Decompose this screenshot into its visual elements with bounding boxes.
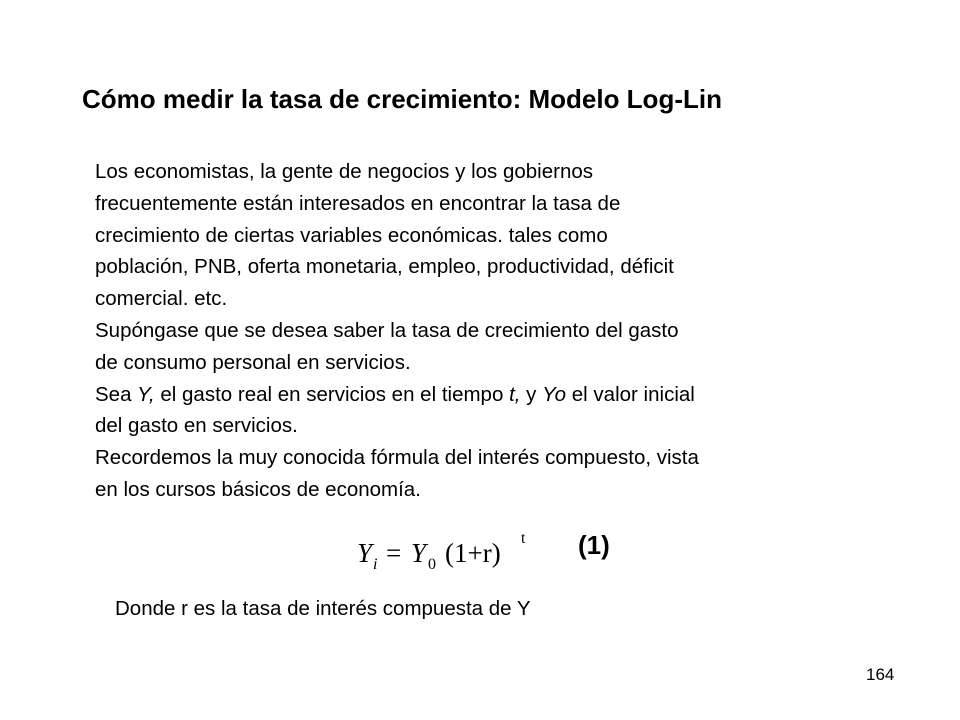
- text-segment: el gasto real en servicios en el tiempo: [154, 382, 510, 406]
- paragraph-3-line-2: del gasto en servicios.: [95, 414, 298, 438]
- formula-exponent: t: [521, 530, 526, 547]
- slide-title: Cómo medir la tasa de crecimiento: Modelo Log-Lin: [82, 84, 722, 114]
- formula-definition: Donde r es la tasa de interés compuesta de Y: [115, 597, 531, 620]
- text-segment: y: [520, 382, 543, 406]
- paragraph-1-line-4: población, PNB, oferta monetaria, empleo, productividad, déficit: [95, 255, 674, 279]
- paragraph-1-line-5: comercial. etc.: [95, 287, 228, 311]
- variable-t: t,: [509, 382, 521, 406]
- paragraph-1-line-1: Los economistas, la gente de negocios y los gobiernos: [95, 160, 594, 183]
- formula-rhs-var: Y: [411, 538, 427, 568]
- paragraph-2-line-2: de consumo personal en servicios.: [95, 350, 411, 374]
- text-segment: Sea: [95, 382, 138, 406]
- formula-bracket: (1+r): [445, 538, 501, 568]
- formula-graphic: [355, 528, 535, 576]
- paragraph-4-line-2: en los cursos básicos de economía.: [95, 477, 421, 501]
- compound-interest-formula: [355, 528, 535, 576]
- paragraph-1-line-2: frecuentemente están interesados en encontrar la tasa de: [95, 191, 621, 215]
- paragraph-4-line-1: Recordemos la muy conocida fórmula del interés compuesto, vista: [95, 446, 699, 470]
- formula-lhs-var: Y: [357, 538, 373, 568]
- formula-lhs-sub: i: [373, 556, 378, 573]
- equation-number: (1): [578, 530, 610, 560]
- formula-equals: =: [386, 538, 402, 568]
- body-text: [95, 156, 915, 506]
- variable-y: Y,: [137, 382, 155, 406]
- formula-rhs-sub: 0: [428, 556, 436, 573]
- page-number: 164: [866, 665, 895, 684]
- paragraph-1-line-3: crecimiento de ciertas variables económicas. tales como: [95, 223, 608, 247]
- paragraph-2-line-1: Supóngase que se desea saber la tasa de crecimiento del gasto: [95, 318, 679, 342]
- text-segment: el valor inicial: [566, 382, 695, 406]
- variable-yo: Yo: [542, 382, 567, 406]
- paragraph-3-line-1: [95, 379, 915, 411]
